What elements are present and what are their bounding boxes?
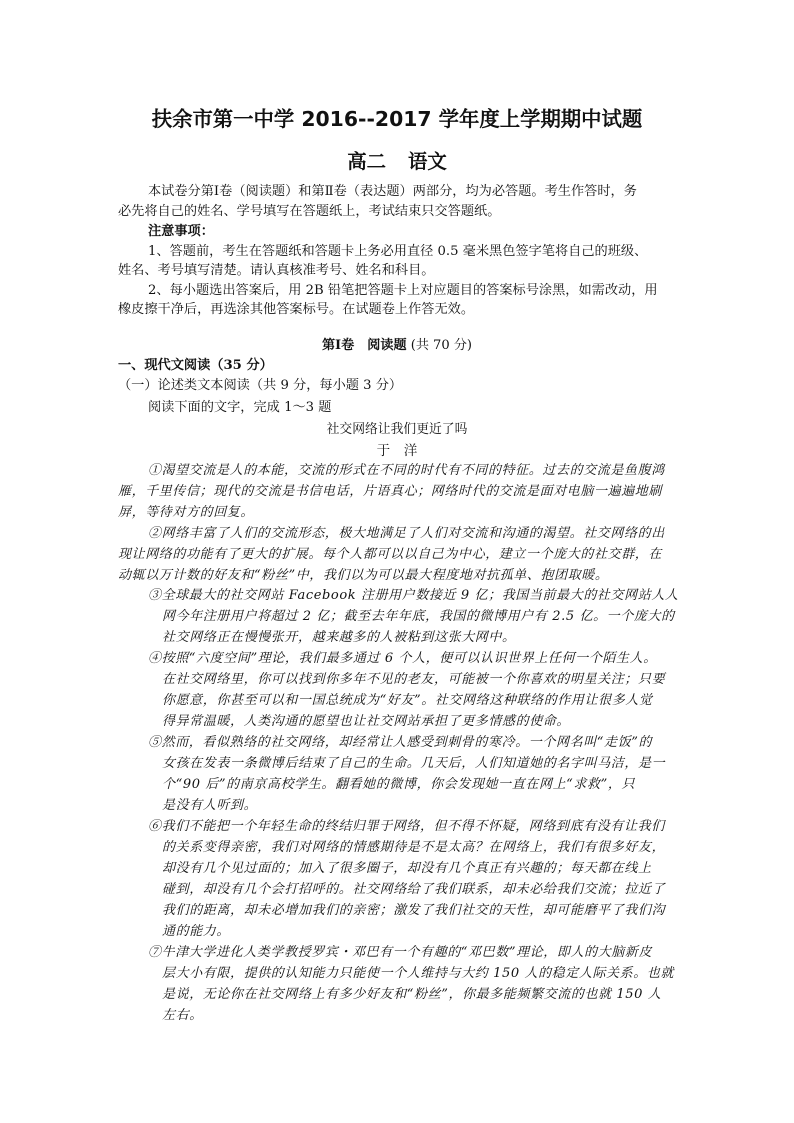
article-p6-line-5: 我们的距离，却未必增加我们的亲密；激发了我们社交的天性，却可能磨平了我们沟 [162,903,666,918]
article-p5-line-2: 女孩在发表一条微博后结束了自己的生命。几天后，人们知道她的名字叫马洁，是一 [162,756,666,771]
article-author: 于 洋 [376,443,418,459]
article-p5-line-4: 是没有人听到。 [162,798,258,813]
article-p5-line-1: ⑤然而，看似熟络的社交网络，却经常让人感受到刺骨的寒冷。一个网名叫“走饭”的 [148,735,653,750]
article-title: 社交网络让我们更近了吗 [326,422,468,437]
section-title-score: (共 70 分) [410,338,473,353]
article-p1-line-3: 屏，等待对方的回复。 [118,505,255,520]
intro-line-2: 必先将自己的姓名、学号填写在答题纸上，考试结束只交答题纸。 [118,204,501,219]
sub-heading: （一）论述类文本阅读（共 9 分，每小题 3 分） [118,378,403,393]
article-p6-line-6: 通的能力。 [162,924,231,939]
section-title-main: 第Ⅰ卷 阅读题 [321,338,407,353]
article-p7-line-3: 是说，无论你在社交网络上有多少好友和“粉丝”，你最多能频繁交流的也就 150 人 [162,987,662,1002]
exam-title: 扶余市第一中学 2016--2017 学年度上学期期中试题 [151,107,643,131]
article-p7-line-1: ⑦牛津大学进化人类学教授罗宾・邓巴有一个有趣的“邓巴数”理论，即人的大脑新皮 [148,945,653,960]
article-p6-line-4: 碰到，却没有几个会打招呼的。社交网络给了我们联系，却未必给我们交流；拉近了 [162,882,666,897]
notice-2-line-1: 2、每小题选出答案后，用 2B 铅笔把答题卡上对应题目的答案标号涂黑，如需改动，用 [148,283,658,298]
article-p4-line-1: ④按照“六度空间”理论，我们最多通过 6 个人，便可以认识世界上任何一个陌生人。 [148,651,657,666]
grade-subject [0,146,794,174]
article-p2-line-2: 现让网络的功能有了更大的扩展。每个人都可以以自己为中心，建立一个庞大的社交群，在 [118,547,663,562]
article-p7-line-4: 左右。 [162,1008,203,1023]
article-p3-line-2: 网今年注册用户将超过 2 亿；截至去年年底，我国的微博用户有 2.5 亿。一个庞大的 [162,609,675,624]
intro-line-1: 本试卷分第Ⅰ卷（阅读题）和第Ⅱ卷（表达题）两部分，均为必答题。考生作答时，务 [148,184,637,199]
instruction: 阅读下面的文字，完成 1～3 题 [148,400,332,415]
article-p1-line-1: ①渴望交流是人的本能，交流的形式在不同的时代有不同的特征。过去的交流是鱼腹鸿 [148,463,665,478]
notice-1-line-2: 姓名、考号填写清楚。请认真核准考号、姓名和科目。 [118,263,435,278]
article-p7-line-2: 层大小有限，提供的认知能力只能使一个人维持与大约 150 人的稳定人际关系。也就 [162,966,675,981]
notice-title: 注意事项： [148,224,214,239]
article-p6-line-2: 的关系变得亲密，我们对网络的情感期待是不是太高？在网络上，我们有很多好友， [162,840,666,855]
notice-2-line-2: 橡皮擦干净后，再选涂其他答案标号。在试题卷上作答无效。 [118,302,475,317]
article-p4-line-4: 得异常温暖，人类沟通的愿望也让社交网站承担了更多情感的使命。 [162,714,571,729]
article-p2-line-3: 动辄以万计数的好友和“粉丝”中，我们以为可以最大程度地对抗孤单、抱团取暖。 [118,568,609,583]
article-p3-line-3: 社交网络正在慢慢张开，越来越多的人被粘到这张大网中。 [162,630,516,645]
article-p1-line-2: 雁，千里传信；现代的交流是书信电话，片语真心；网络时代的交流是面对电脑一遍遍地刷 [118,484,663,499]
article-p4-line-3: 你愿意，你甚至可以和一国总统成为“好友”。社交网络这种联络的作用让很多人觉 [162,693,653,708]
article-p3-line-1: ③全球最大的社交网站 Facebook 注册用户数接近 9 亿；我国当前最大的社交网站人人 [148,588,679,603]
article-p6-line-1: ⑥我们不能把一个年轻生命的终结归罪于网络，但不得不怀疑，网络到底有没有让我们 [148,819,665,834]
section-title [0,334,794,353]
notice-1-line-1: 1、答题前，考生在答题纸和答题卡上务必用直径 0.5 毫米黑色签字笔将自己的班级、 [148,244,648,259]
subject-label: 语文 [408,150,447,173]
article-p5-line-3: 个“90 后”的南京高校学生。翻看她的微博，你会发现她一直在网上“求救”，只 [162,777,636,792]
article-p2-line-1: ②网络丰富了人们的交流形态，极大地满足了人们对交流和沟通的渴望。社交网络的出 [148,526,665,541]
article-p4-line-2: 在社交网络里，你可以找到你多年不见的老友，可能被一个你喜欢的明星关注；只要 [162,672,666,687]
article-p6-line-3: 却没有几个见过面的；加入了很多圈子，却没有几个真正有兴趣的；每天都在线上 [162,861,652,876]
part-heading: 一、现代文阅读（35 分） [118,358,273,373]
grade-label: 高二 [347,150,386,173]
